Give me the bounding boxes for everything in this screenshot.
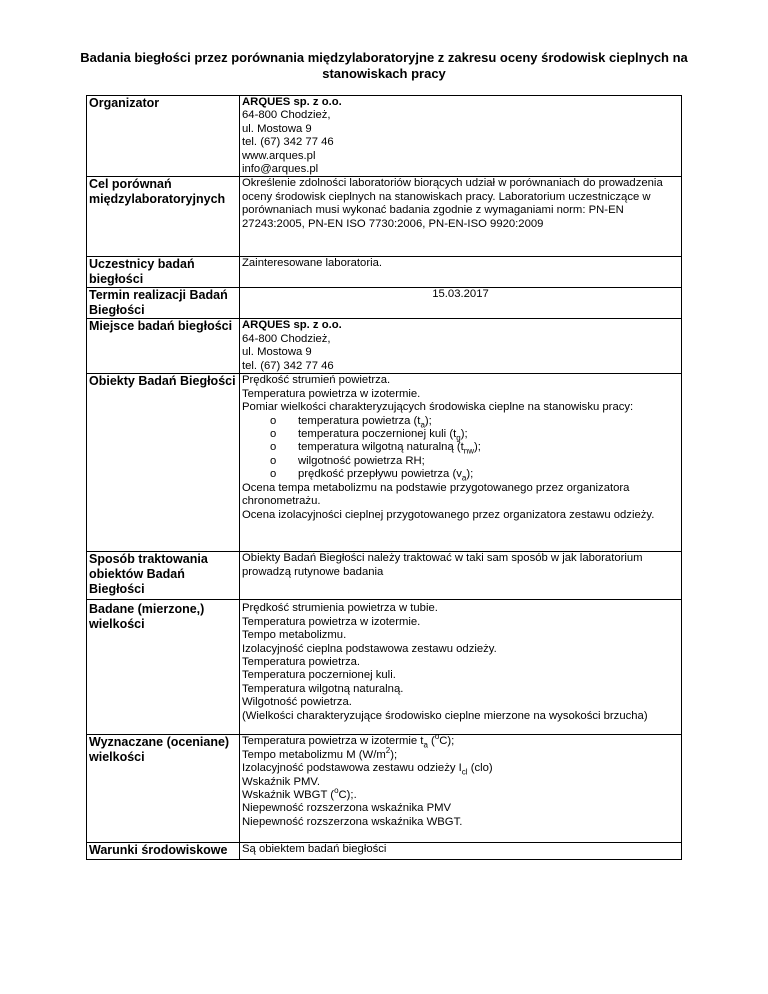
- obiekty-line: Pomiar wielkości charakteryzujących środowiska cieplne na stanowisku pracy:: [242, 401, 634, 414]
- value-termin: 15.03.2017: [240, 288, 682, 319]
- bullet-icon: o: [270, 428, 277, 441]
- badane-line: Izolacyjność cieplna podstawowa zestawu odzieży.: [242, 642, 497, 655]
- badane-line: Tempo metabolizmu.: [242, 629, 347, 642]
- label-obiekty: Obiekty Badań Biegłości: [87, 374, 240, 552]
- label-wyznaczane: Wyznaczane (oceniane) wielkości: [87, 735, 240, 843]
- list-item: o temperatura powietrza $(t_a)$;: [270, 414, 432, 429]
- value-badane: [240, 600, 682, 735]
- list-item: o temperatura wilgotną naturalną $(t_{nw})$;: [270, 441, 481, 456]
- badane-note: (Wielkości charakteryzujące środowisko cieplne mierzone na wysokości brzucha): [242, 709, 648, 722]
- badane-line: Temperatura poczernionej kuli.: [242, 669, 396, 682]
- list-item: o temperatura poczernionej kuli $(t_g)$;: [270, 428, 468, 443]
- value-miejsce: [240, 319, 682, 374]
- info-table: [86, 95, 682, 860]
- wyznaczane-line: Wskaźnik PMV.: [242, 775, 321, 788]
- badane-line: Temperatura wilgotną naturalną.: [242, 682, 404, 695]
- org-email: info@arques.pl: [242, 163, 319, 176]
- label-badane: Badane (mierzone,) wielkości: [87, 600, 240, 735]
- place-line: 64-800 Chodzież,: [242, 332, 331, 345]
- bullet-icon: o: [270, 441, 277, 454]
- value-uczestnicy: Zainteresowane laboratoria.: [240, 257, 682, 288]
- label-uczestnicy: Uczestnicy badań biegłości: [87, 257, 240, 288]
- obiekty-line: Temperatura powietrza w izotermie.: [242, 387, 421, 400]
- value-sposob: Obiekty Badań Biegłości należy traktować w taki sam sposób w jak laboratorium prowadzą rutynowe badania: [240, 552, 682, 600]
- value-organizator: [240, 96, 682, 177]
- row-wyznaczane: [87, 735, 682, 843]
- org-website: www.arques.pl: [242, 149, 316, 162]
- obiekty-line: Prędkość strumień powietrza.: [242, 374, 391, 387]
- row-cel: [87, 177, 682, 257]
- measurement-list: [242, 415, 679, 482]
- wyznaczane-line: Tempo metabolizmu M $(W/m^2)$;: [242, 746, 398, 761]
- value-warunki: Są obiektem badań biegłości: [240, 843, 682, 860]
- wyznaczane-line: Niepewność rozszerzona wskaźnika WBGT.: [242, 815, 463, 828]
- row-badane: [87, 600, 682, 735]
- place-line: tel. (67) 342 77 46: [242, 359, 334, 372]
- value-cel: Określenie zdolności laboratoriów biorących udział w porównaniach do prowadzenia oceny środowisk cieplnych na stanowiskach pracy. Laboratorium uczestniczące w porównaniach musi wykonać badania zgodnie z wymaganiami norm: PN-EN 27243:2005, PN-EN ISO 7730:2006, PN-EN-ISO 9920:2009: [240, 177, 682, 257]
- bullet-icon: o: [270, 414, 277, 427]
- list-item: o prędkość przepływu powietrza $(v_a)$;: [270, 468, 474, 483]
- org-line: 64-800 Chodzież,: [242, 109, 331, 122]
- place-line: ARQUES sp. z o.o.: [242, 319, 342, 332]
- badane-line: Wilgotność powietrza.: [242, 696, 352, 709]
- wyznaczane-line: Wskaźnik WBGT ($^o$C);.: [242, 786, 357, 802]
- row-sposob: [87, 552, 682, 600]
- badane-line: Temperatura powietrza w izotermie.: [242, 615, 421, 628]
- label-warunki: Warunki środowiskowe: [87, 843, 240, 860]
- row-warunki: [87, 843, 682, 860]
- label-miejsce: Miejsce badań biegłości: [87, 319, 240, 374]
- bullet-icon: o: [270, 468, 277, 481]
- wyznaczane-line: Izolacyjność podstawowa zestawu odzieży $I_{cl}$ (clo): [242, 762, 493, 777]
- badane-line: Prędkość strumienia powietrza w tubie.: [242, 602, 438, 615]
- org-line: ul. Mostowa 9: [242, 122, 312, 135]
- row-obiekty: [87, 374, 682, 552]
- badane-line: Temperatura powietrza.: [242, 656, 361, 669]
- value-wyznaczane: [240, 732, 682, 843]
- row-termin: [87, 288, 682, 319]
- bullet-icon: o: [270, 454, 277, 467]
- list-item: o wilgotność powietrza RH;: [270, 454, 425, 467]
- obiekty-line: Ocena tempa metabolizmu na podstawie przygotowanego przez organizatora chronometrażu.: [242, 481, 630, 508]
- row-uczestnicy: [87, 257, 682, 288]
- wyznaczane-line: Temperatura powietrza w izotermie $t_a$ ($^o$C);: [242, 732, 455, 750]
- document-title: Badania biegłości przez porównania międzylaboratoryjne z zakresu oceny środowisk cieplnych na stanowiskach pracy: [80, 50, 688, 81]
- row-organizator: [87, 96, 682, 177]
- label-cel: Cel porównań międzylaboratoryjnych: [87, 177, 240, 257]
- label-organizator: Organizator: [87, 96, 240, 177]
- label-termin: Termin realizacji Badań Biegłości: [87, 288, 240, 319]
- value-obiekty: [240, 374, 682, 552]
- org-line: tel. (67) 342 77 46: [242, 136, 334, 149]
- label-sposob: Sposób traktowania obiektów Badań Biegłości: [87, 552, 240, 600]
- place-line: ul. Mostowa 9: [242, 346, 312, 359]
- obiekty-line: Ocena izolacyjności cieplnej przygotowanego przez organizatora zestawu odzieży.: [242, 508, 655, 521]
- org-line: ARQUES sp. z o.o.: [242, 96, 342, 108]
- wyznaczane-line: Niepewność rozszerzona wskaźnika PMV: [242, 802, 452, 815]
- row-miejsce: [87, 319, 682, 374]
